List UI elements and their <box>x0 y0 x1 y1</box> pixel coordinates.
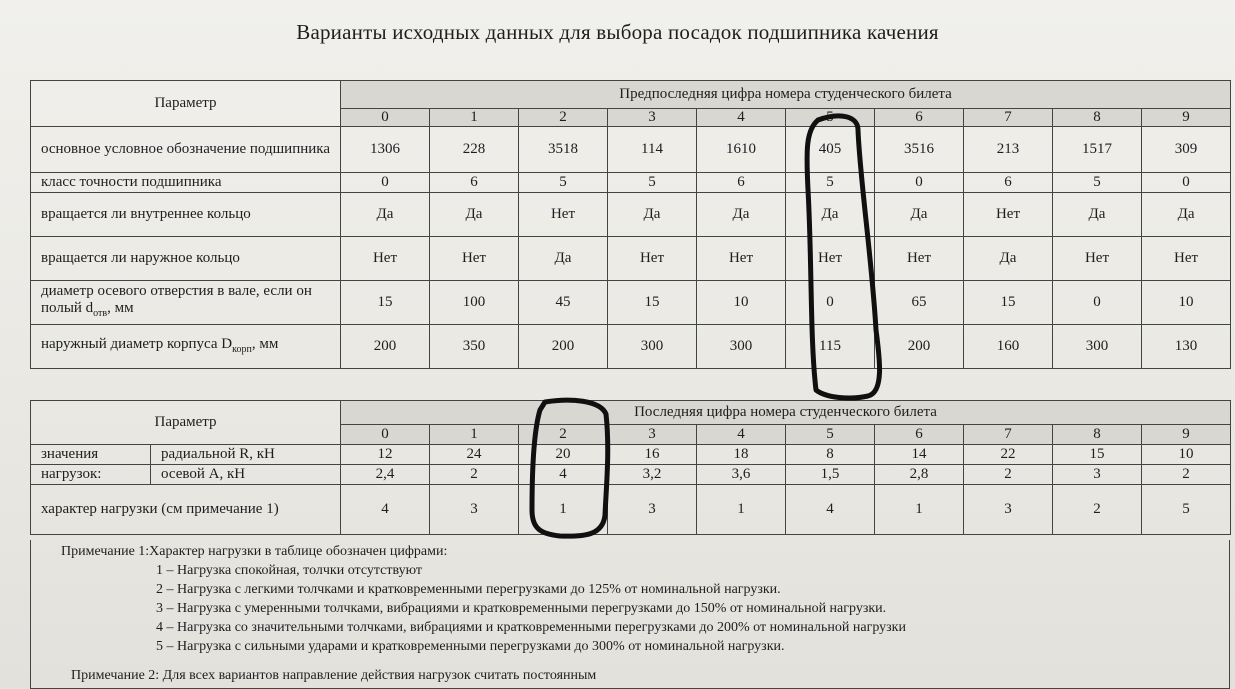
digit-cell: 4 <box>697 109 786 127</box>
table-cell: 300 <box>697 325 786 369</box>
note-item: 3 – Нагрузка с умеренными толчками, вибрациями и кратковременными перегрузками до 150% от номинальной нагрузки. <box>156 601 887 616</box>
table-cell: 4 <box>519 465 608 485</box>
table-cell: 22 <box>964 445 1053 465</box>
table-row <box>31 237 1231 281</box>
table-cell: Да <box>786 193 875 237</box>
table-cell: 1610 <box>697 127 786 173</box>
digit-cell: 4 <box>697 425 786 445</box>
table-cell: 18 <box>697 445 786 465</box>
table-cell: 200 <box>341 325 430 369</box>
table-row <box>31 127 1231 173</box>
table-cell: 1 <box>519 485 608 535</box>
digit-cell: 7 <box>964 109 1053 127</box>
table-cell: 3 <box>608 485 697 535</box>
note-item: 4 – Нагрузка со значительными толчками, вибрациями и кратковременными перегрузками до 200% от номинальной нагрузки <box>156 620 906 635</box>
table-cell: 2,8 <box>875 465 964 485</box>
table-cell: 10 <box>1142 445 1231 465</box>
row-label-text: класс точности подшипника <box>41 174 222 190</box>
table-cell: 14 <box>875 445 964 465</box>
table-cell: 405 <box>786 127 875 173</box>
row-label <box>31 173 341 193</box>
table-cell: 3518 <box>519 127 608 173</box>
table-cell: Нет <box>964 193 1053 237</box>
table-cell: Нет <box>341 237 430 281</box>
digit-cell: 2 <box>519 425 608 445</box>
table-cell: Да <box>1053 193 1142 237</box>
table-cell: 6 <box>964 173 1053 193</box>
table-cell: 300 <box>1053 325 1142 369</box>
table-row <box>31 325 1231 369</box>
table-cell: 114 <box>608 127 697 173</box>
table-cell: 3 <box>1053 465 1142 485</box>
table-cell: 8 <box>786 445 875 465</box>
table-cell: 115 <box>786 325 875 369</box>
table-cell: 1 <box>875 485 964 535</box>
row-label <box>31 193 341 237</box>
digit-cell: 0 <box>341 109 430 127</box>
row-label: осевой A, кН <box>151 465 341 485</box>
table-cell: 5 <box>1053 173 1142 193</box>
row-label-subscript: отв <box>93 308 108 319</box>
table-cell: 0 <box>341 173 430 193</box>
row-label-text: наружный диаметр корпуса D <box>41 335 233 352</box>
table-cell: 20 <box>519 445 608 465</box>
table-cell: Да <box>697 193 786 237</box>
table-cell: 15 <box>964 281 1053 325</box>
row-label-suffix: , мм <box>107 300 134 316</box>
digit-cell: 1 <box>430 109 519 127</box>
table-cell: 5 <box>1142 485 1231 535</box>
table-cell: 6 <box>697 173 786 193</box>
table-cell: 16 <box>608 445 697 465</box>
digit-cell: 3 <box>608 109 697 127</box>
row-label-text: вращается ли внутреннее кольцо <box>41 206 251 222</box>
note1-heading: Примечание 1:Характер нагрузки в таблице обозначен цифрами: <box>61 544 448 559</box>
table-cell: 3 <box>430 485 519 535</box>
table-cell: 10 <box>697 281 786 325</box>
param-header: Параметр <box>31 401 341 445</box>
note2: Примечание 2: Для всех вариантов направление действия нагрузок считать постоянным <box>71 668 597 683</box>
table-cell: 0 <box>1142 173 1231 193</box>
table-cell: 5 <box>519 173 608 193</box>
row-label <box>31 281 341 325</box>
digit-cell: 6 <box>875 425 964 445</box>
table-cell: 2 <box>430 465 519 485</box>
table-row <box>31 465 1231 485</box>
table-cell: 5 <box>608 173 697 193</box>
table-row <box>31 485 1231 535</box>
table-cell: Да <box>341 193 430 237</box>
table-cell: 3,2 <box>608 465 697 485</box>
table-row <box>31 173 1231 193</box>
digit-cell: 3 <box>608 425 697 445</box>
row-label <box>31 325 341 369</box>
table-cell: 2 <box>964 465 1053 485</box>
note-item: 1 – Нагрузка спокойная, толчки отсутствуют <box>156 563 422 578</box>
row-label-text: основное условное обозначение подшипника <box>41 141 331 157</box>
row-label: радиальной R, кН <box>151 445 341 465</box>
table-cell: 65 <box>875 281 964 325</box>
group-header: Предпоследняя цифра номера студенческого билета <box>341 81 1231 109</box>
table-row <box>31 193 1231 237</box>
param-header: Параметр <box>31 81 341 127</box>
table-cell: 4 <box>786 485 875 535</box>
table-cell: 1306 <box>341 127 430 173</box>
digit-cell: 8 <box>1053 109 1142 127</box>
table-cell: 45 <box>519 281 608 325</box>
row-label-suffix: , мм <box>251 335 279 352</box>
digit-cell: 9 <box>1142 109 1231 127</box>
table-cell: 2 <box>1053 485 1142 535</box>
digit-cell: 5 <box>786 425 875 445</box>
table-cell: 0 <box>875 173 964 193</box>
table-cell: 5 <box>786 173 875 193</box>
group-header: Последняя цифра номера студенческого билета <box>341 401 1231 425</box>
table-cell: Нет <box>786 237 875 281</box>
table-cell: 12 <box>341 445 430 465</box>
row-label <box>31 237 341 281</box>
digit-cell: 9 <box>1142 425 1231 445</box>
table-cell: Нет <box>1053 237 1142 281</box>
bearing-parameters-table <box>30 80 1231 369</box>
row-label-text: вращается ли наружное кольцо <box>41 250 240 266</box>
table-cell: Да <box>1142 193 1231 237</box>
load-parameters-table <box>30 400 1231 535</box>
group-label: значения <box>31 445 151 465</box>
group-label: нагрузок: <box>31 465 151 485</box>
table-cell: Нет <box>519 193 608 237</box>
table-cell: 2 <box>1142 465 1231 485</box>
table-cell: 6 <box>430 173 519 193</box>
digit-cell: 6 <box>875 109 964 127</box>
table-cell: Нет <box>608 237 697 281</box>
notes-block <box>30 540 1230 689</box>
table-cell: 3516 <box>875 127 964 173</box>
table-cell: 3 <box>964 485 1053 535</box>
table-row <box>31 445 1231 465</box>
table-cell: 15 <box>341 281 430 325</box>
table-cell: Да <box>875 193 964 237</box>
table-cell: Нет <box>1142 237 1231 281</box>
digit-cell: 2 <box>519 109 608 127</box>
row-label: характер нагрузки (см примечание 1) <box>31 485 341 535</box>
table-cell: Да <box>519 237 608 281</box>
table-cell: 213 <box>964 127 1053 173</box>
table-cell: 100 <box>430 281 519 325</box>
table-cell: 1 <box>697 485 786 535</box>
table-cell: 2,4 <box>341 465 430 485</box>
table-cell: 200 <box>875 325 964 369</box>
table-cell: 24 <box>430 445 519 465</box>
table-cell: 0 <box>786 281 875 325</box>
table-cell: 1,5 <box>786 465 875 485</box>
table-cell: Нет <box>875 237 964 281</box>
table-cell: 300 <box>608 325 697 369</box>
note-item: 2 – Нагрузка с легкими толчками и кратковременными перегрузками до 125% от номинальной нагрузки. <box>156 582 781 597</box>
table-cell: Да <box>430 193 519 237</box>
table-cell: Да <box>608 193 697 237</box>
table-cell: 15 <box>1053 445 1142 465</box>
table-cell: 160 <box>964 325 1053 369</box>
table-cell: 350 <box>430 325 519 369</box>
table-cell: 309 <box>1142 127 1231 173</box>
table-cell: 4 <box>341 485 430 535</box>
table-row <box>31 281 1231 325</box>
digit-cell: 5 <box>786 109 875 127</box>
table-cell: Нет <box>697 237 786 281</box>
note-item: 5 – Нагрузка с сильными ударами и кратковременными перегрузками до 300% от номинальной нагрузки. <box>156 639 785 654</box>
table-cell: 1517 <box>1053 127 1142 173</box>
row-label <box>31 127 341 173</box>
table-cell: 10 <box>1142 281 1231 325</box>
table-cell: 3,6 <box>697 465 786 485</box>
row-label-subscript: корп <box>232 343 252 355</box>
table-cell: 228 <box>430 127 519 173</box>
table-cell: 200 <box>519 325 608 369</box>
document-title: Варианты исходных данных для выбора посадок подшипника качения <box>296 20 939 44</box>
table-cell: 0 <box>1053 281 1142 325</box>
digit-cell: 7 <box>964 425 1053 445</box>
table-cell: 15 <box>608 281 697 325</box>
table-cell: 130 <box>1142 325 1231 369</box>
row-label-text: диаметр осевого отверстия в вале, если он полый d <box>41 283 312 316</box>
table-cell: Нет <box>430 237 519 281</box>
digit-cell: 0 <box>341 425 430 445</box>
digit-cell: 1 <box>430 425 519 445</box>
table-cell: Да <box>964 237 1053 281</box>
digit-cell: 8 <box>1053 425 1142 445</box>
